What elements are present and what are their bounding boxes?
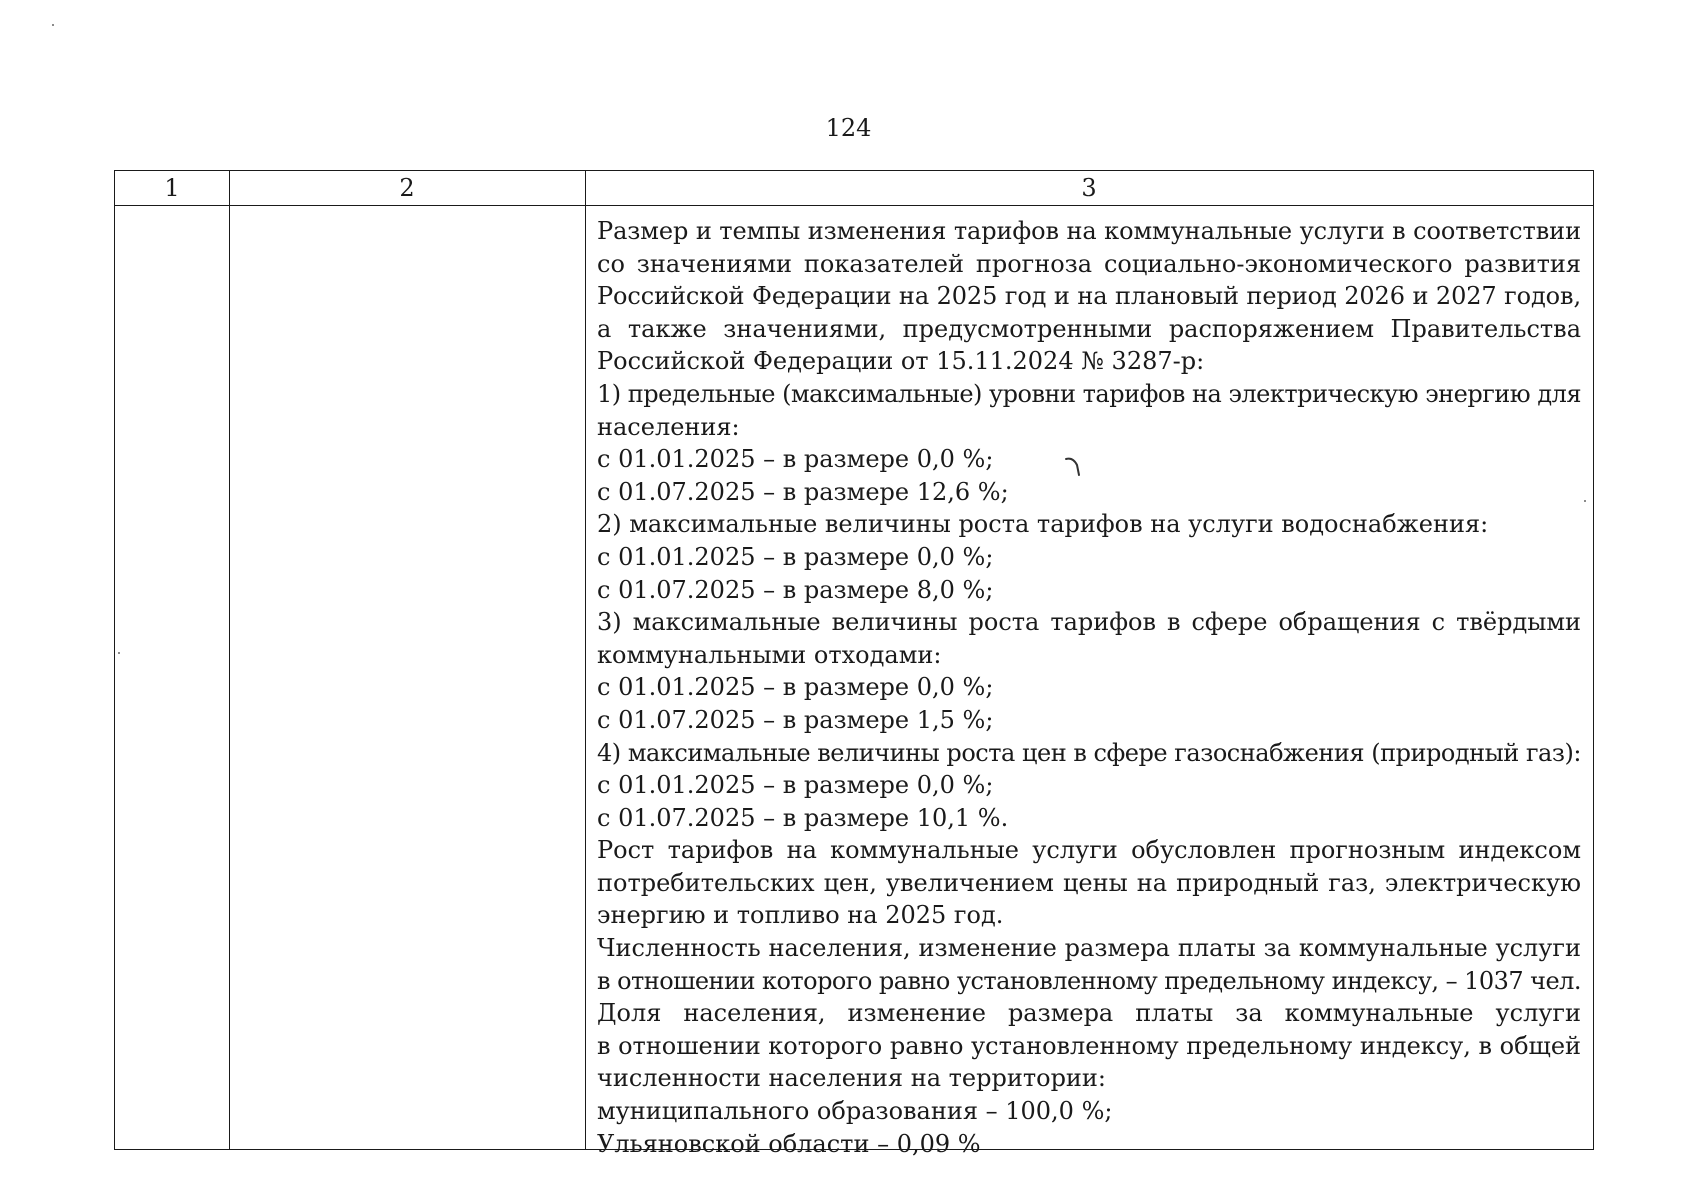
text-line: с 01.01.2025 – в размере 0,0 %; [597, 445, 994, 474]
text-line: 1) предельные (максимальные) уровни тарифов на электрическую энергию для [597, 379, 1582, 408]
text-line: с 01.01.2025 – в размере 0,0 %; [597, 673, 994, 702]
text-line: Размер и темпы изменения тарифов на коммунальные услуги в соответствии [597, 217, 1581, 245]
text-line: муниципального образования – 100,0 %; [597, 1097, 1113, 1126]
text-line: с 01.01.2025 – в размере 0,0 %; [597, 542, 994, 571]
scan-speck [1584, 500, 1586, 502]
text-line: энергию и топливо на 2025 год. [597, 901, 1004, 930]
text-line: Российской Федерации от 15.11.2024 № 3287-р: [597, 347, 1205, 376]
scan-speck [52, 24, 54, 26]
text-line: 3) максимальные величины роста тарифов в сфере обращения с твёрдыми [597, 608, 1581, 637]
text-line: с 01.07.2025 – в размере 1,5 %; [597, 705, 994, 734]
text-line: потребительских цен, увеличением цены на природный газ, электрическую [597, 868, 1581, 897]
text-line: Численность населения, изменение размера платы за коммунальные услуги [597, 934, 1581, 963]
header-cell-col-1: 1 [164, 174, 180, 202]
text-line: Ульяновской области – 0,09 % [597, 1129, 981, 1158]
text-line: а также значениями, предусмотренными распоряжением Правительства [597, 314, 1581, 343]
text-line: Рост тарифов на коммунальные услуги обусловлен прогнозным индексом [597, 836, 1581, 865]
text-line: численности населения на территории: [597, 1064, 1107, 1093]
text-line: в отношении которого равно установленному предельному индексу, в общей [597, 1031, 1581, 1060]
pen-stroke-mark [1064, 455, 1084, 481]
text-line: населения: [597, 412, 740, 441]
text-line: в отношении которого равно установленному предельному индексу, – 1037 чел. [597, 966, 1581, 995]
text-line: с 01.01.2025 – в размере 0,0 %; [597, 771, 994, 800]
header-cell-col-2: 2 [399, 174, 415, 202]
text-line: с 01.07.2025 – в размере 12,6 %; [597, 477, 1009, 506]
data-table [114, 170, 1594, 1158]
text-line: 4) максимальные величины роста цен в сфере газоснабжения (природный газ): [597, 738, 1581, 767]
text-line: Доля населения, изменение размера платы за коммунальные услуги [597, 999, 1581, 1028]
page-number: 124 [825, 114, 872, 142]
text-line: коммунальными отходами: [597, 640, 942, 669]
text-line: с 01.07.2025 – в размере 8,0 %; [597, 575, 994, 604]
text-line: с 01.07.2025 – в размере 10,1 %. [597, 803, 1009, 832]
table-header-row [115, 171, 1593, 206]
scan-speck [118, 652, 120, 654]
text-line: Российской Федерации на 2025 год и на плановый период 2026 и 2027 годов, [597, 282, 1581, 311]
column-divider [229, 171, 230, 1149]
table-cell-col-3 [585, 207, 1593, 1160]
text-line: 2) максимальные величины роста тарифов на услуги водоснабжения: [597, 510, 1489, 539]
text-line: со значениями показателей прогноза социально-экономического развития [597, 249, 1581, 278]
header-cell-col-3: 3 [1081, 174, 1097, 202]
